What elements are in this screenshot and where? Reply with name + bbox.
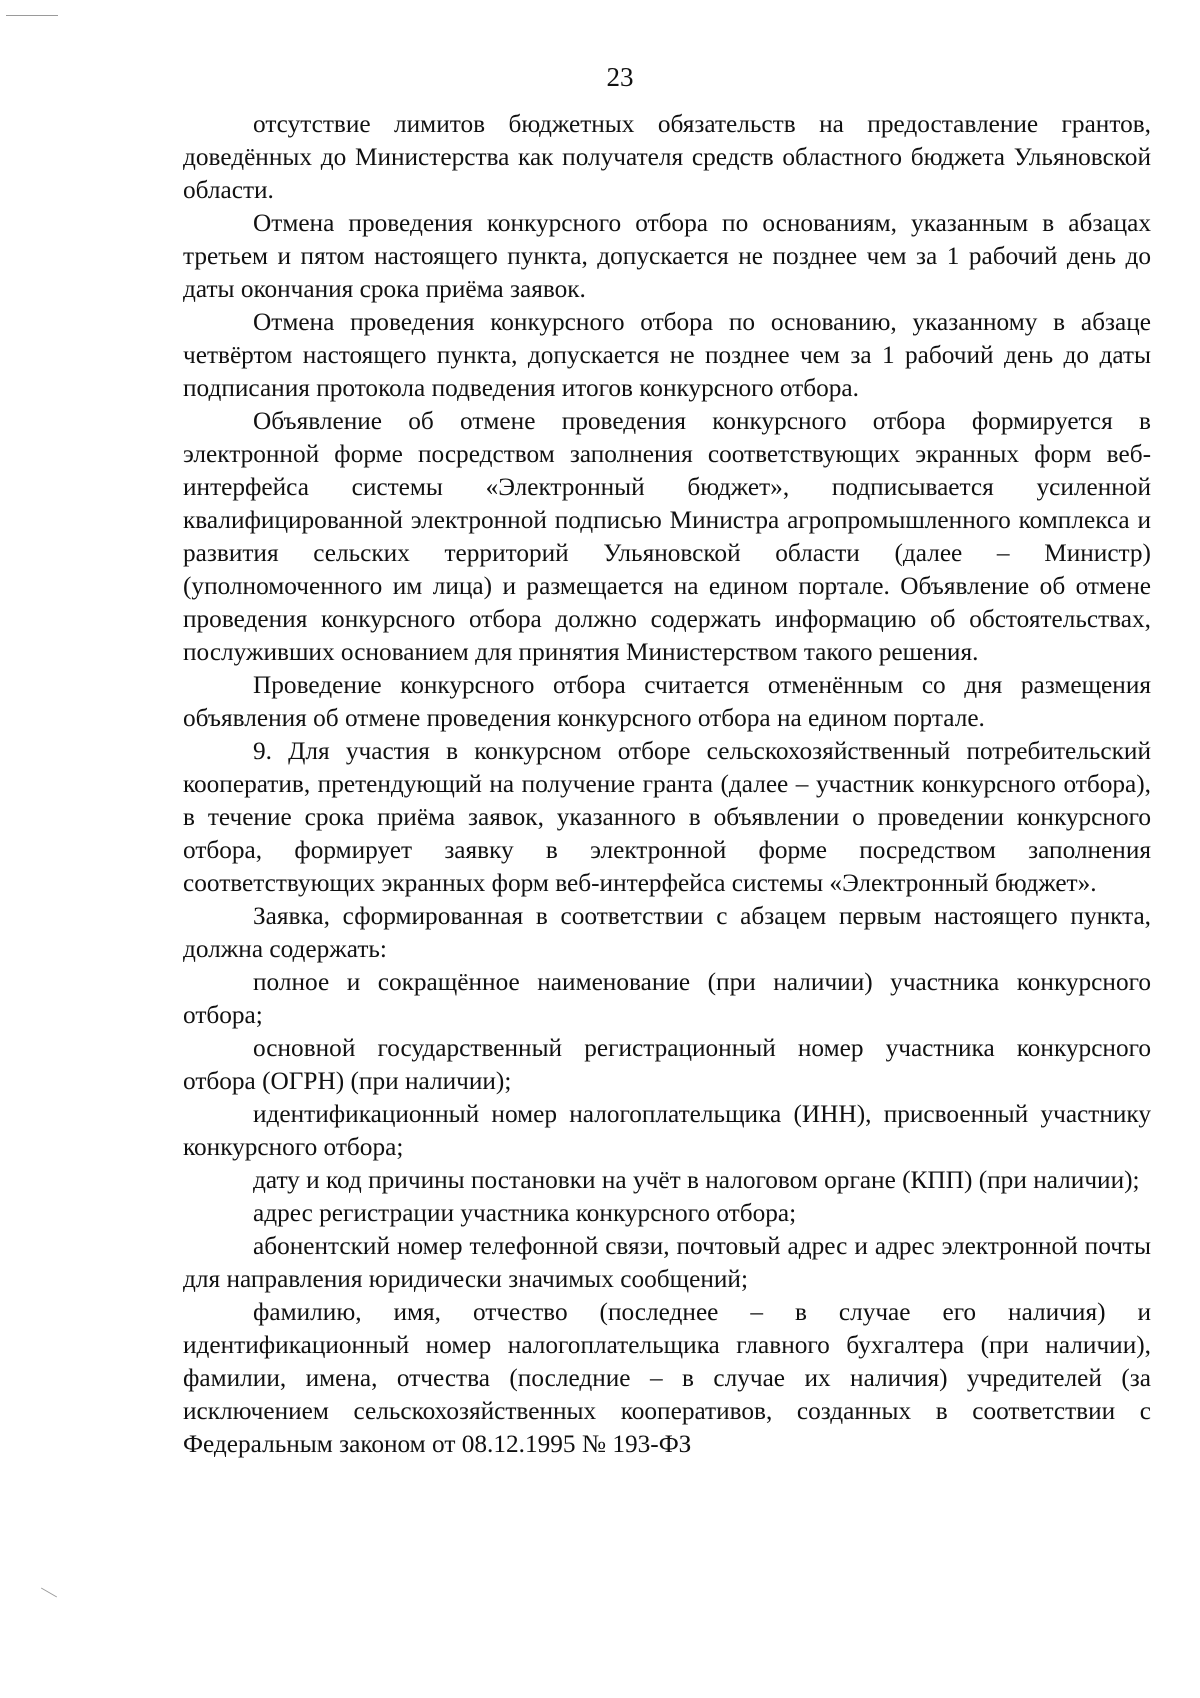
list-item: дату и код причины постановки на учёт в налоговом органе (КПП) (при наличии); (253, 1166, 1140, 1194)
paragraph: Объявление об отмене проведения конкурсного отбора формируется в электронной форме посредством заполнения соответствующих экранных форм веб-интерфейса системы «Электронный бюджет», подписывается усиленной квалифицированной электронной подписью Министра агропромышленного комплекса и развития сельских территорий Ульяновской области (далее – Министр) (уполномоченного им лица) и размещается на едином портале. Объявление об отмене проведения конкурсного отбора должно содержать информацию об обстоятельствах, послуживших основанием для принятия Министерством такого решения. (183, 407, 1151, 666)
paragraph: Заявка, сформированная в соответствии с абзацем первым настоящего пункта, должна содержать: (183, 902, 1151, 963)
paragraph: Отмена проведения конкурсного отбора по основаниям, указанным в абзацах третьем и пятом настоящего пункта, допускается не позднее чем за 1 рабочий день до даты окончания срока приёма заявок. (183, 209, 1151, 303)
list-item: фамилию, имя, отчество (последнее – в случае его наличия) и идентификационный номер налогоплательщика главного бухгалтера (при наличии), фамилии, имена, отчества (последние – в случае их наличия) учредителей (за исключением сельскохозяйственных кооперативов, созданных в соответствии с Федеральным законом от 08.12.1995 № 193-ФЗ (183, 1298, 1151, 1458)
list-item: полное и сокращённое наименование (при наличии) участника конкурсного отбора; (183, 968, 1151, 1029)
paragraph: Проведение конкурсного отбора считается отменённым со дня размещения объявления об отмене проведения конкурсного отбора на едином портале. (183, 671, 1151, 732)
list-item: адрес регистрации участника конкурсного отбора; (253, 1199, 797, 1227)
list-item: идентификационный номер налогоплательщика (ИНН), присвоенный участнику конкурсного отбора; (183, 1100, 1151, 1161)
page-number: 23 (606, 62, 634, 92)
list-item: основной государственный регистрационный номер участника конкурсного отбора (ОГРН) (при наличии); (183, 1034, 1151, 1095)
paragraph: отсутствие лимитов бюджетных обязательств на предоставление грантов, доведённых до Министерства как получателя средств областного бюджета Ульяновской области. (183, 110, 1151, 204)
document-body (183, 108, 1151, 1461)
list-item: абонентский номер телефонной связи, почтовый адрес и адрес электронной почты для направления юридически значимых сообщений; (183, 1232, 1151, 1293)
paragraph: Отмена проведения конкурсного отбора по основанию, указанному в абзаце четвёртом настоящего пункта, допускается не позднее чем за 1 рабочий день до даты подписания протокола подведения итогов конкурсного отбора. (183, 308, 1151, 402)
scan-artifact (41, 1588, 57, 1598)
numbered-paragraph: 9. Для участия в конкурсном отборе сельскохозяйственный потребительский кооператив, претендующий на получение гранта (далее – участник конкурсного отбора), в течение срока приёма заявок, указанного в объявлении о проведении конкурсного отбора, формирует заявку в электронной форме посредством заполнения соответствующих экранных форм веб-интерфейса системы «Электронный бюджет». (183, 737, 1151, 897)
scan-artifact (6, 15, 58, 16)
